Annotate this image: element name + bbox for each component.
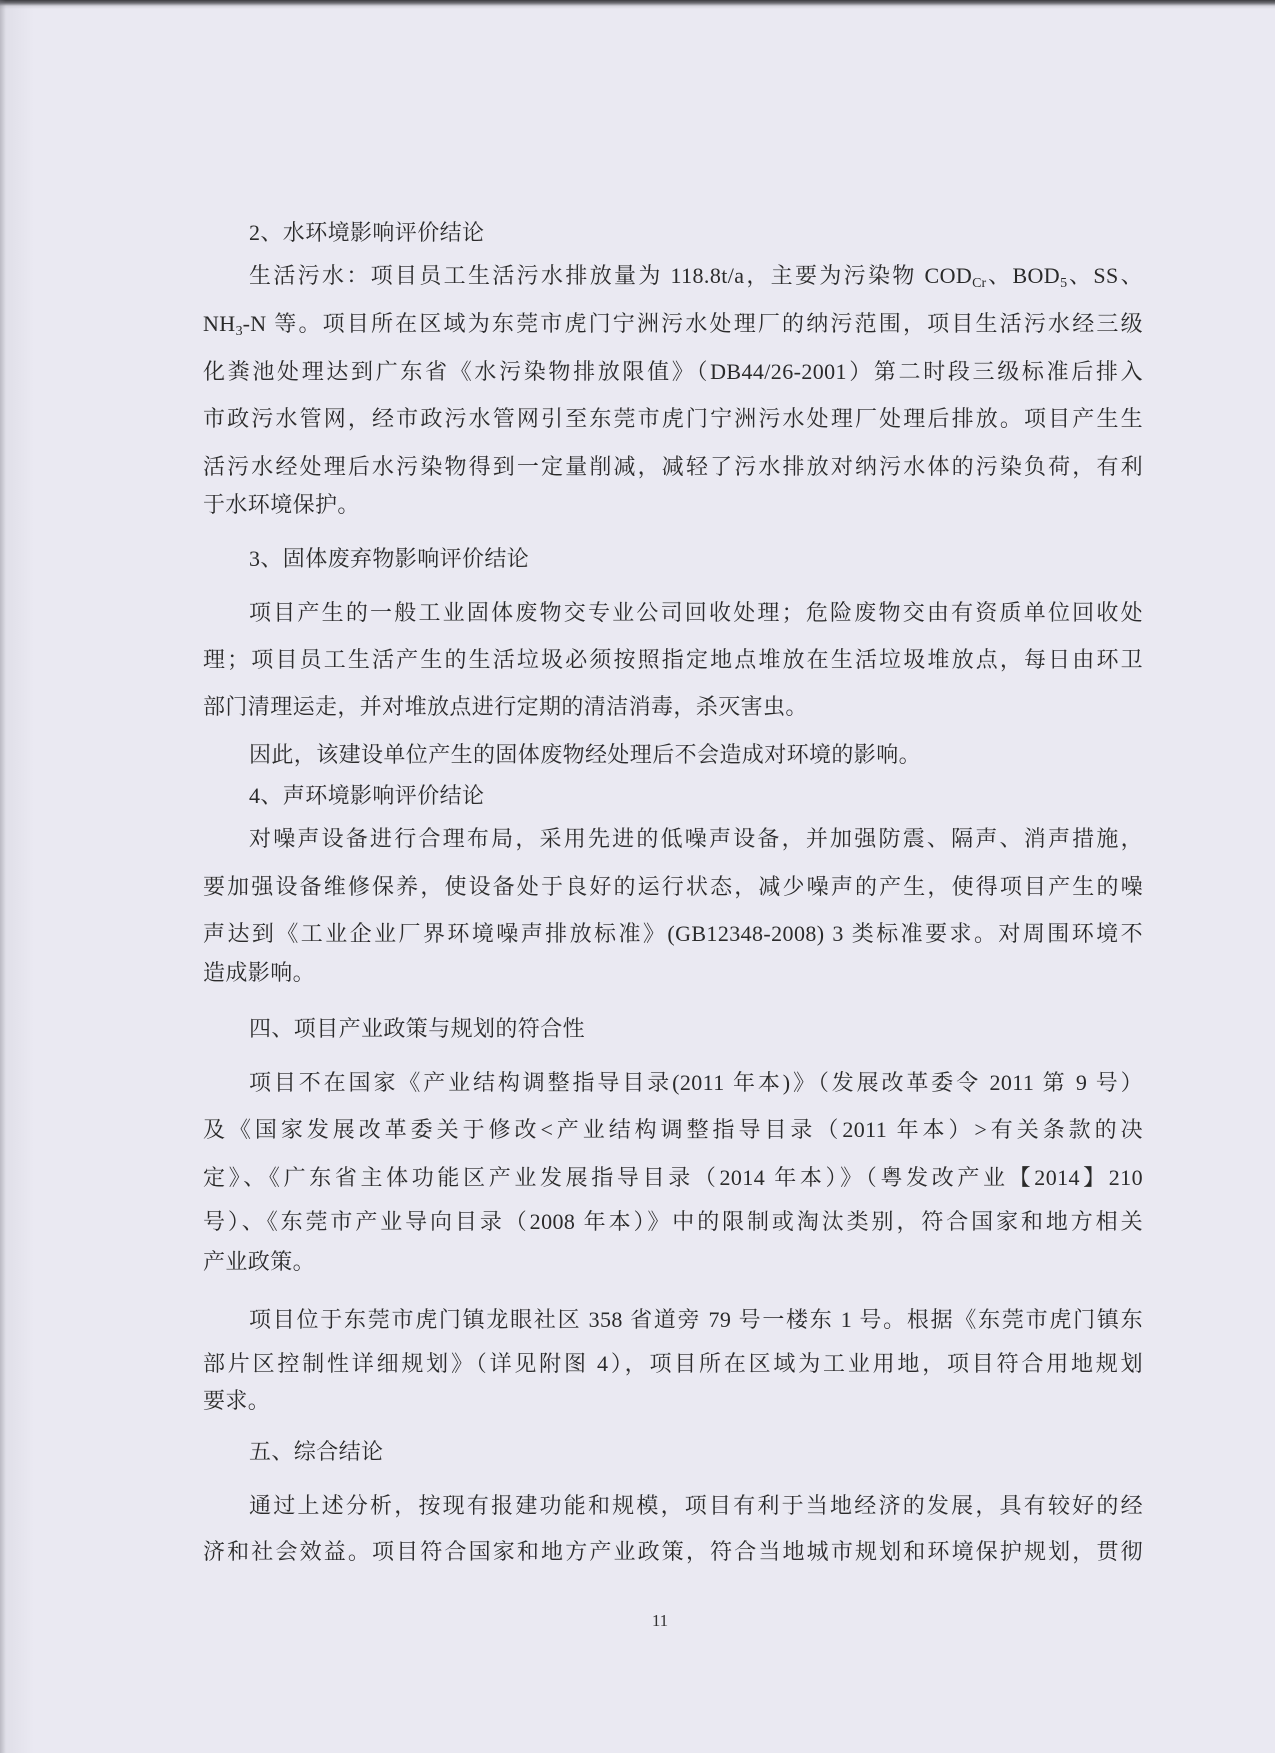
section-heading: 四、项目产业政策与规划的符合性 <box>249 1016 586 1041</box>
text-line: 定》、《广东省主体功能区产业发展指导目录（2014 年本）》（粤发改产业【2014】210 <box>203 1165 1143 1190</box>
subscript-text: 3 <box>235 324 243 339</box>
text-line: 项目不在国家《产业结构调整指导目录(2011 年本)》（发展改革委令 2011 第 9 号） <box>249 1070 1143 1095</box>
text-segment: 生活污水：项目员工生活污水排放量为 118.8t/a，主要为污染物 COD <box>249 263 973 288</box>
section-heading: 五、综合结论 <box>249 1439 384 1464</box>
subscript-text: 5 <box>1060 276 1068 291</box>
text-line: 活污水经处理后水污染物得到一定量削减，减轻了污水排放对纳污水体的污染负荷，有利 <box>203 454 1143 479</box>
scan-edge-shadow <box>0 0 6 1753</box>
text-line: 要求。 <box>203 1388 271 1413</box>
text-line: 于水环境保护。 <box>203 492 360 517</box>
text-line: 济和社会效益。项目符合国家和地方产业政策，符合当地城市规划和环境保护规划，贯彻 <box>203 1539 1143 1564</box>
text-line: 对噪声设备进行合理布局，采用先进的低噪声设备，并加强防震、隔声、消声措施， <box>249 826 1143 851</box>
text-line: 理；项目员工生活产生的生活垃圾必须按照指定地点堆放在生活垃圾堆放点，每日由环卫 <box>203 647 1143 672</box>
text-segment: 、SS、 <box>1067 263 1143 288</box>
text-line: 要加强设备维修保养，使设备处于良好的运行状态，减少噪声的产生，使得项目产生的噪 <box>203 874 1143 899</box>
section-heading: 2、水环境影响评价结论 <box>249 220 485 245</box>
text-line: 通过上述分析，按现有报建功能和规模，项目有利于当地经济的发展，具有较好的经 <box>249 1493 1143 1518</box>
text-line: 号）、《东莞市产业导向目录（2008 年本）》中的限制或淘汰类别，符合国家和地方相关 <box>203 1209 1143 1234</box>
section-heading: 3、固体废弃物影响评价结论 <box>249 546 530 571</box>
text-line: 化粪池处理达到广东省《水污染物排放限值》（DB44/26-2001）第二时段三级标准后排入 <box>203 359 1143 384</box>
text-line: 市政污水管网，经市政污水管网引至东莞市虎门宁洲污水处理厂处理后排放。项目产生生 <box>203 406 1143 431</box>
text-segment: 、BOD <box>986 263 1061 288</box>
page-number: 11 <box>651 1611 669 1630</box>
text-line <box>203 256 1143 296</box>
text-line: 项目产生的一般工业固体废物交专业公司回收处理；危险废物交由有资质单位回收处 <box>249 600 1143 625</box>
text-segment: -N 等。项目所在区域为东莞市虎门宁洲污水处理厂的纳污范围，项目生活污水经三级 <box>242 311 1143 336</box>
text-line: 及《国家发展改革委关于修改<产业结构调整指导目录（2011 年本）>有关条款的决 <box>203 1117 1143 1142</box>
text-line <box>203 304 1143 344</box>
text-segment: NH <box>203 311 236 336</box>
text-line: 造成影响。 <box>203 960 316 985</box>
text-line: 因此，该建设单位产生的固体废物经处理后不会造成对环境的影响。 <box>249 742 922 767</box>
text-line: 部门清理运走，并对堆放点进行定期的清洁消毒，杀灭害虫。 <box>203 694 808 719</box>
text-line: 声达到《工业企业厂界环境噪声排放标准》(GB12348-2008) 3 类标准要求。对周围环境不 <box>203 921 1143 946</box>
text-line: 部片区控制性详细规划》（详见附图 4），项目所在区域为工业用地，项目符合用地规划 <box>203 1351 1143 1376</box>
text-line: 项目位于东莞市虎门镇龙眼社区 358 省道旁 79 号一楼东 1 号。根据《东莞市虎门镇东 <box>249 1307 1143 1332</box>
text-line: 产业政策。 <box>203 1249 316 1274</box>
section-heading: 4、声环境影响评价结论 <box>249 783 485 808</box>
subscript-text: Cr <box>972 276 987 291</box>
scan-edge-shadow <box>0 0 1275 9</box>
